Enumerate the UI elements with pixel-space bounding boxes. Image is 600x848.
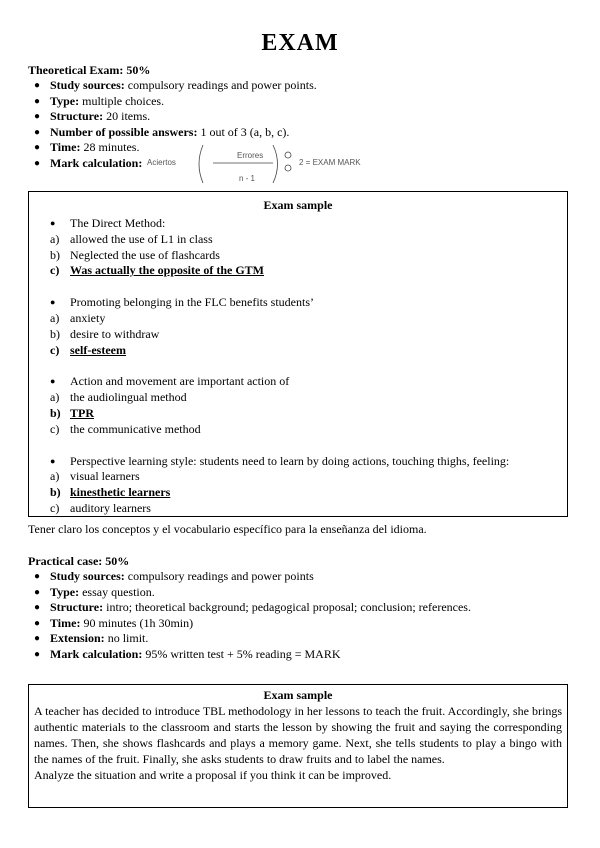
bullet-icon: ● <box>34 617 41 629</box>
correct-answer-option: c) Was actually the opposite of the GTM <box>50 263 264 278</box>
case-sample-box <box>28 684 568 808</box>
formula-denominator: n - 1 <box>239 174 256 183</box>
bullet-icon: ● <box>34 571 41 582</box>
bullet-icon: ● <box>34 586 41 598</box>
list-item: ● Structure: 20 items. <box>34 109 151 123</box>
bullet-icon: ● <box>34 111 41 122</box>
question <box>50 295 567 358</box>
formula-left: Aciertos <box>147 158 176 167</box>
theoretical-heading: Theoretical Exam: 50% <box>28 63 151 77</box>
answer-option: b) desire to withdraw <box>50 326 160 341</box>
bullet-icon: ● <box>50 376 56 387</box>
page-title: EXAM <box>261 30 339 56</box>
bullet-icon: ● <box>34 80 41 91</box>
bullet-icon: ● <box>34 142 41 153</box>
question-stem: ● The Direct Method: <box>50 216 166 230</box>
case-prompt: Analyze the situation and write a proposal if you think it can be improved. <box>34 768 392 782</box>
correct-answer-option: b) TPR <box>50 405 94 420</box>
list-item: ● Time: 28 minutes. <box>34 140 140 154</box>
list-item: ● Number of possible answers: 1 out of 3 (a, b, c). <box>34 124 290 139</box>
list-item: ● Time: 90 minutes (1h 30min) <box>34 615 194 630</box>
list-item: ● Study sources: compulsory readings and power points. <box>34 78 317 92</box>
formula-result: 2 = EXAM MARK <box>299 158 361 167</box>
bullet-icon: ● <box>34 602 41 613</box>
answer-option: a) anxiety <box>50 310 106 325</box>
bullet-icon: ● <box>50 218 56 228</box>
question-stem: ● Action and movement are important action of <box>50 374 290 389</box>
mark-formula <box>145 141 385 187</box>
answer-option: c) auditory learners <box>50 500 151 515</box>
question <box>50 216 567 279</box>
question-stem: ● Promoting belonging in the FLC benefits students’ <box>50 295 314 310</box>
practical-list <box>28 569 471 662</box>
answer-option: a) visual learners <box>50 469 140 484</box>
formula-paren-left <box>199 145 203 183</box>
answer-option: a) allowed the use of L1 in class <box>50 231 213 246</box>
formula-paren-right <box>273 145 278 183</box>
question-list <box>29 216 567 517</box>
answer-option: b) Neglected the use of flashcards <box>50 247 220 262</box>
bullet-icon: ● <box>34 633 41 644</box>
answer-option: a) the audiolingual method <box>50 390 187 405</box>
list-item: ● Type: essay question. <box>34 584 155 599</box>
list-item: ● Mark calculation: <box>34 155 143 170</box>
list-item: ● Study sources: compulsory readings and power points <box>34 569 314 583</box>
list-item: ● Mark calculation: 95% written test + 5% reading = MARK <box>34 646 341 661</box>
question <box>50 374 567 437</box>
formula-dot-top <box>285 152 291 158</box>
bullet-icon: ● <box>34 126 41 138</box>
formula-dot-bottom <box>285 165 291 171</box>
bullet-icon: ● <box>34 157 41 169</box>
correct-answer-option: c) self-esteem <box>50 342 126 357</box>
case-description: A teacher has decided to introduce TBL methodology in her lessons to teach the fruit. Accordingly, she brings authentic materials to the classroom and starts the lesson by showing the fruit and saying the corresponding names. Then, she shows flashcards and plays a memory game. Next, she tells students to play a bingo with the names of the fruit. Finally, she asks students to draw fruits and to label the names. <box>34 704 562 766</box>
formula-numerator: Errores <box>237 151 264 160</box>
correct-answer-option: b) kinesthetic learners <box>50 485 171 500</box>
study-note: Tener claro los conceptos y el vocabulario específico para la enseñanza del idioma. <box>28 522 427 536</box>
bullet-icon: ● <box>50 297 56 308</box>
exam-sample-box <box>28 191 568 517</box>
bullet-icon: ● <box>34 648 41 660</box>
bullet-icon: ● <box>34 95 41 107</box>
question-stem: ● Perspective learning style: students need to learn by doing actions, touching thighs, feeling: <box>50 453 510 468</box>
bullet-icon: ● <box>50 455 56 466</box>
case-sample-title: Exam sample <box>263 688 333 702</box>
question <box>50 454 567 517</box>
list-item: ● Structure: intro; theoretical background; pedagogical proposal; conclusion; references. <box>34 600 471 614</box>
list-item: ● Extension: no limit. <box>34 631 149 645</box>
list-item: ● Type: multiple choices. <box>34 93 165 108</box>
exam-sample-title: Exam sample <box>263 198 333 212</box>
practical-heading: Practical case: 50% <box>28 554 130 568</box>
answer-option: c) the communicative method <box>50 421 201 436</box>
